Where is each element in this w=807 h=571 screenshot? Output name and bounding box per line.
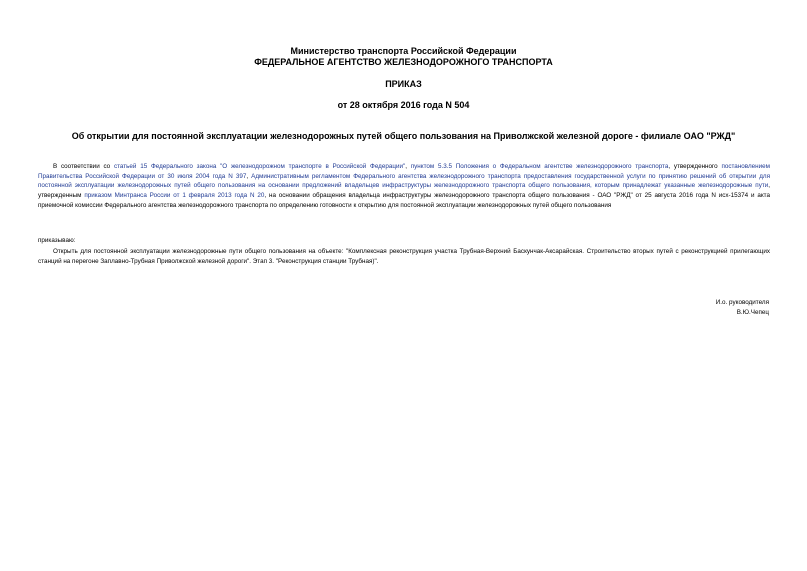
order-title: Об открытии для постоянной эксплуатации железнодорожных путей общего пользования на Приволжской железной дороге - филиале ОАО "РЖД" <box>71 131 736 141</box>
signatory-role: И.о. руководителя <box>715 299 769 306</box>
preamble-text-1: В соответствии со <box>53 163 114 170</box>
order-command: приказываю: <box>38 237 76 244</box>
signatory-name: В.Ю.Чепец <box>736 309 769 316</box>
agency-heading: ФЕДЕРАЛЬНОЕ АГЕНТСТВО ЖЕЛЕЗНОДОРОЖНОГО ТРАНСПОРТА <box>254 57 553 67</box>
preamble-text-6: , на основании обращения владельца инфраструктуры железнодорожного транспорта общего пользования - ОАО "РЖД" от 25 августа 2016 года N исх-15374 и акта приемочной комиссии Федерального агентства железнодорожного транспорта по определению готовности к открытию для постоянной эксплуатации железнодорожных путей общего пользования <box>38 192 770 209</box>
mintrans-order-link[interactable]: приказом Минтранса России от 1 февраля 2013 года N 20 <box>84 192 265 200</box>
regulation-link[interactable]: пунктом 5.3.5 Положения о Федеральном агентстве железнодорожного транспорта <box>410 163 669 170</box>
government-decree-link[interactable]: постановлением Правительства Российской Федерации от 30 июля 2004 года N 397 <box>38 163 770 180</box>
admin-regulation-link[interactable]: Административным регламентом Федерального агентства железнодорожного транспорта предоставления государственной услуги по принятию решений об открытии для постоянной эксплуатации железнодорожных путей общего пользования на основании предложений владельцев инфраструктуры железнодорожного транспорта общего пользования, которым принадлежат указанные железнодорожные пути <box>38 172 771 190</box>
order-paragraph: Открыть для постоянной эксплуатации железнодорожные пути общего пользования на объекте: "Комплексная реконструкция участка Трубная-Верхний Баскунчак-Аксарайская. Строительство вторых путей с реконструкцией прилегающих станций на перегоне Заплавно-Трубная Приволжской железной дороги". Этап 3. "Реконструкция станции Трубная)". <box>38 248 770 265</box>
ministry-heading: Министерство транспорта Российской Федерации <box>290 46 517 56</box>
law-link[interactable]: статьей 15 Федерального закона "О железнодорожном транспорте в Российской Федерации" <box>113 163 406 170</box>
preamble-text-2: , <box>405 163 411 170</box>
order-date: от 28 октября 2016 года N 504 <box>337 100 470 110</box>
preamble-text-5: , утвержденным <box>38 182 770 200</box>
order-label: ПРИКАЗ <box>385 79 422 89</box>
preamble-paragraph <box>38 162 770 211</box>
preamble-text-3: , утвержденного <box>668 163 722 170</box>
preamble-text-4: , <box>246 172 252 180</box>
